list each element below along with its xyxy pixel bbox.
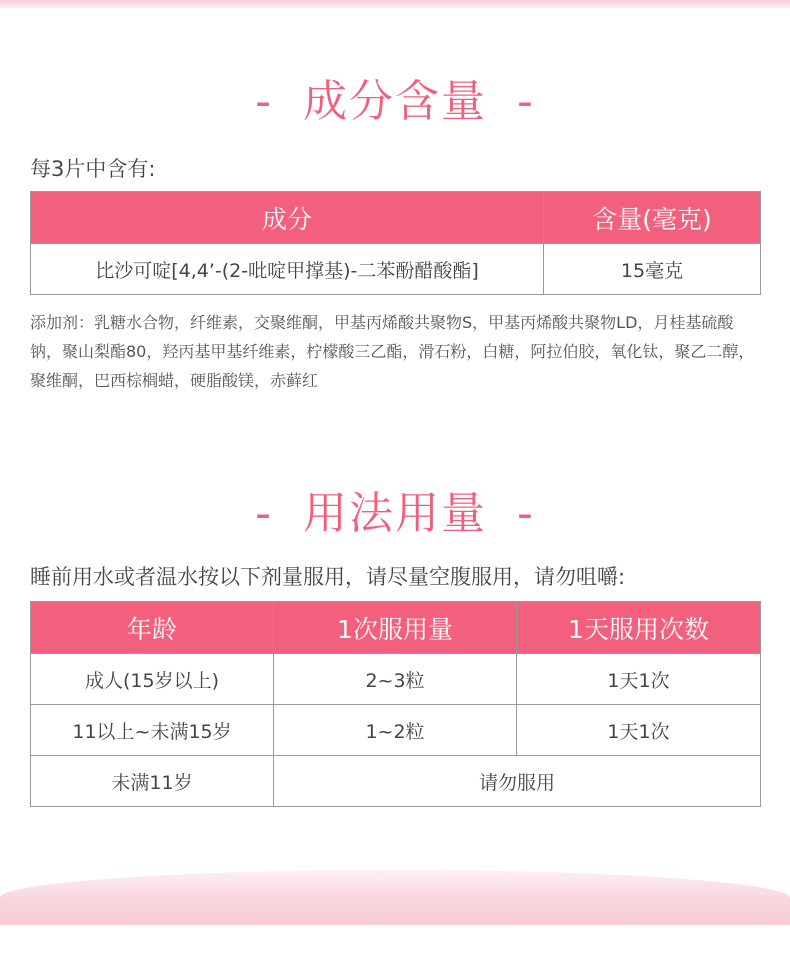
table-row [31, 705, 761, 756]
ingredients-section-title [0, 74, 790, 130]
dosage-table [30, 601, 761, 807]
ingredient-name-cell: 比沙可啶[4,4’-(2-吡啶甲撑基)-二苯酚醋酸酯] [31, 244, 544, 295]
title-dash-right: - [517, 488, 535, 539]
dosage-intro: 睡前用水或者温水按以下剂量服用，请尽量空腹服用，请勿咀嚼: [30, 565, 626, 589]
dosage-header-row [31, 602, 761, 654]
header-age: 年龄 [31, 602, 274, 654]
ingredients-header-row [31, 192, 761, 244]
header-dose-per-time: 1次服用量 [274, 602, 517, 654]
dosage-title-text: 用法用量 [303, 488, 487, 539]
frequency-cell: 1天1次 [517, 654, 761, 705]
header-ingredient: 成分 [31, 192, 544, 244]
age-cell: 11以上~未满15岁 [31, 705, 274, 756]
table-row [31, 756, 761, 807]
dosage-section-title [0, 486, 790, 542]
frequency-cell: 1天1次 [517, 705, 761, 756]
header-amount: 含量(毫克) [544, 192, 761, 244]
age-cell: 成人(15岁以上) [31, 654, 274, 705]
dose-cell: 1~2粒 [274, 705, 517, 756]
ingredients-title-text: 成分含量 [303, 76, 487, 127]
table-row [31, 654, 761, 705]
title-dash-left: - [255, 488, 273, 539]
title-dash-left: - [255, 76, 273, 127]
top-decorative-band [0, 0, 790, 8]
ingredients-intro: 每3片中含有: [30, 157, 156, 181]
table-row [31, 244, 761, 295]
dose-cell: 2~3粒 [274, 654, 517, 705]
ingredient-amount-cell: 15毫克 [544, 244, 761, 295]
title-dash-right: - [517, 76, 535, 127]
age-cell: 未满11岁 [31, 756, 274, 807]
additives-text: 添加剂：乳糖水合物，纤维素，交聚维酮，甲基丙烯酸共聚物S，甲基丙烯酸共聚物LD，月桂基硫酸钠，聚山梨酯80，羟丙基甲基纤维素，柠檬酸三乙酯，滑石粉，白糖，阿拉伯胶，氧化钛，聚乙二醇，聚维酮，巴西棕榈蜡，硬脂酸镁，赤藓红 [30, 313, 755, 390]
header-times-per-day: 1天服用次数 [517, 602, 761, 654]
ingredients-table [30, 191, 761, 295]
bottom-decorative-band [0, 870, 790, 925]
not-recommended-cell: 请勿服用 [274, 756, 761, 807]
